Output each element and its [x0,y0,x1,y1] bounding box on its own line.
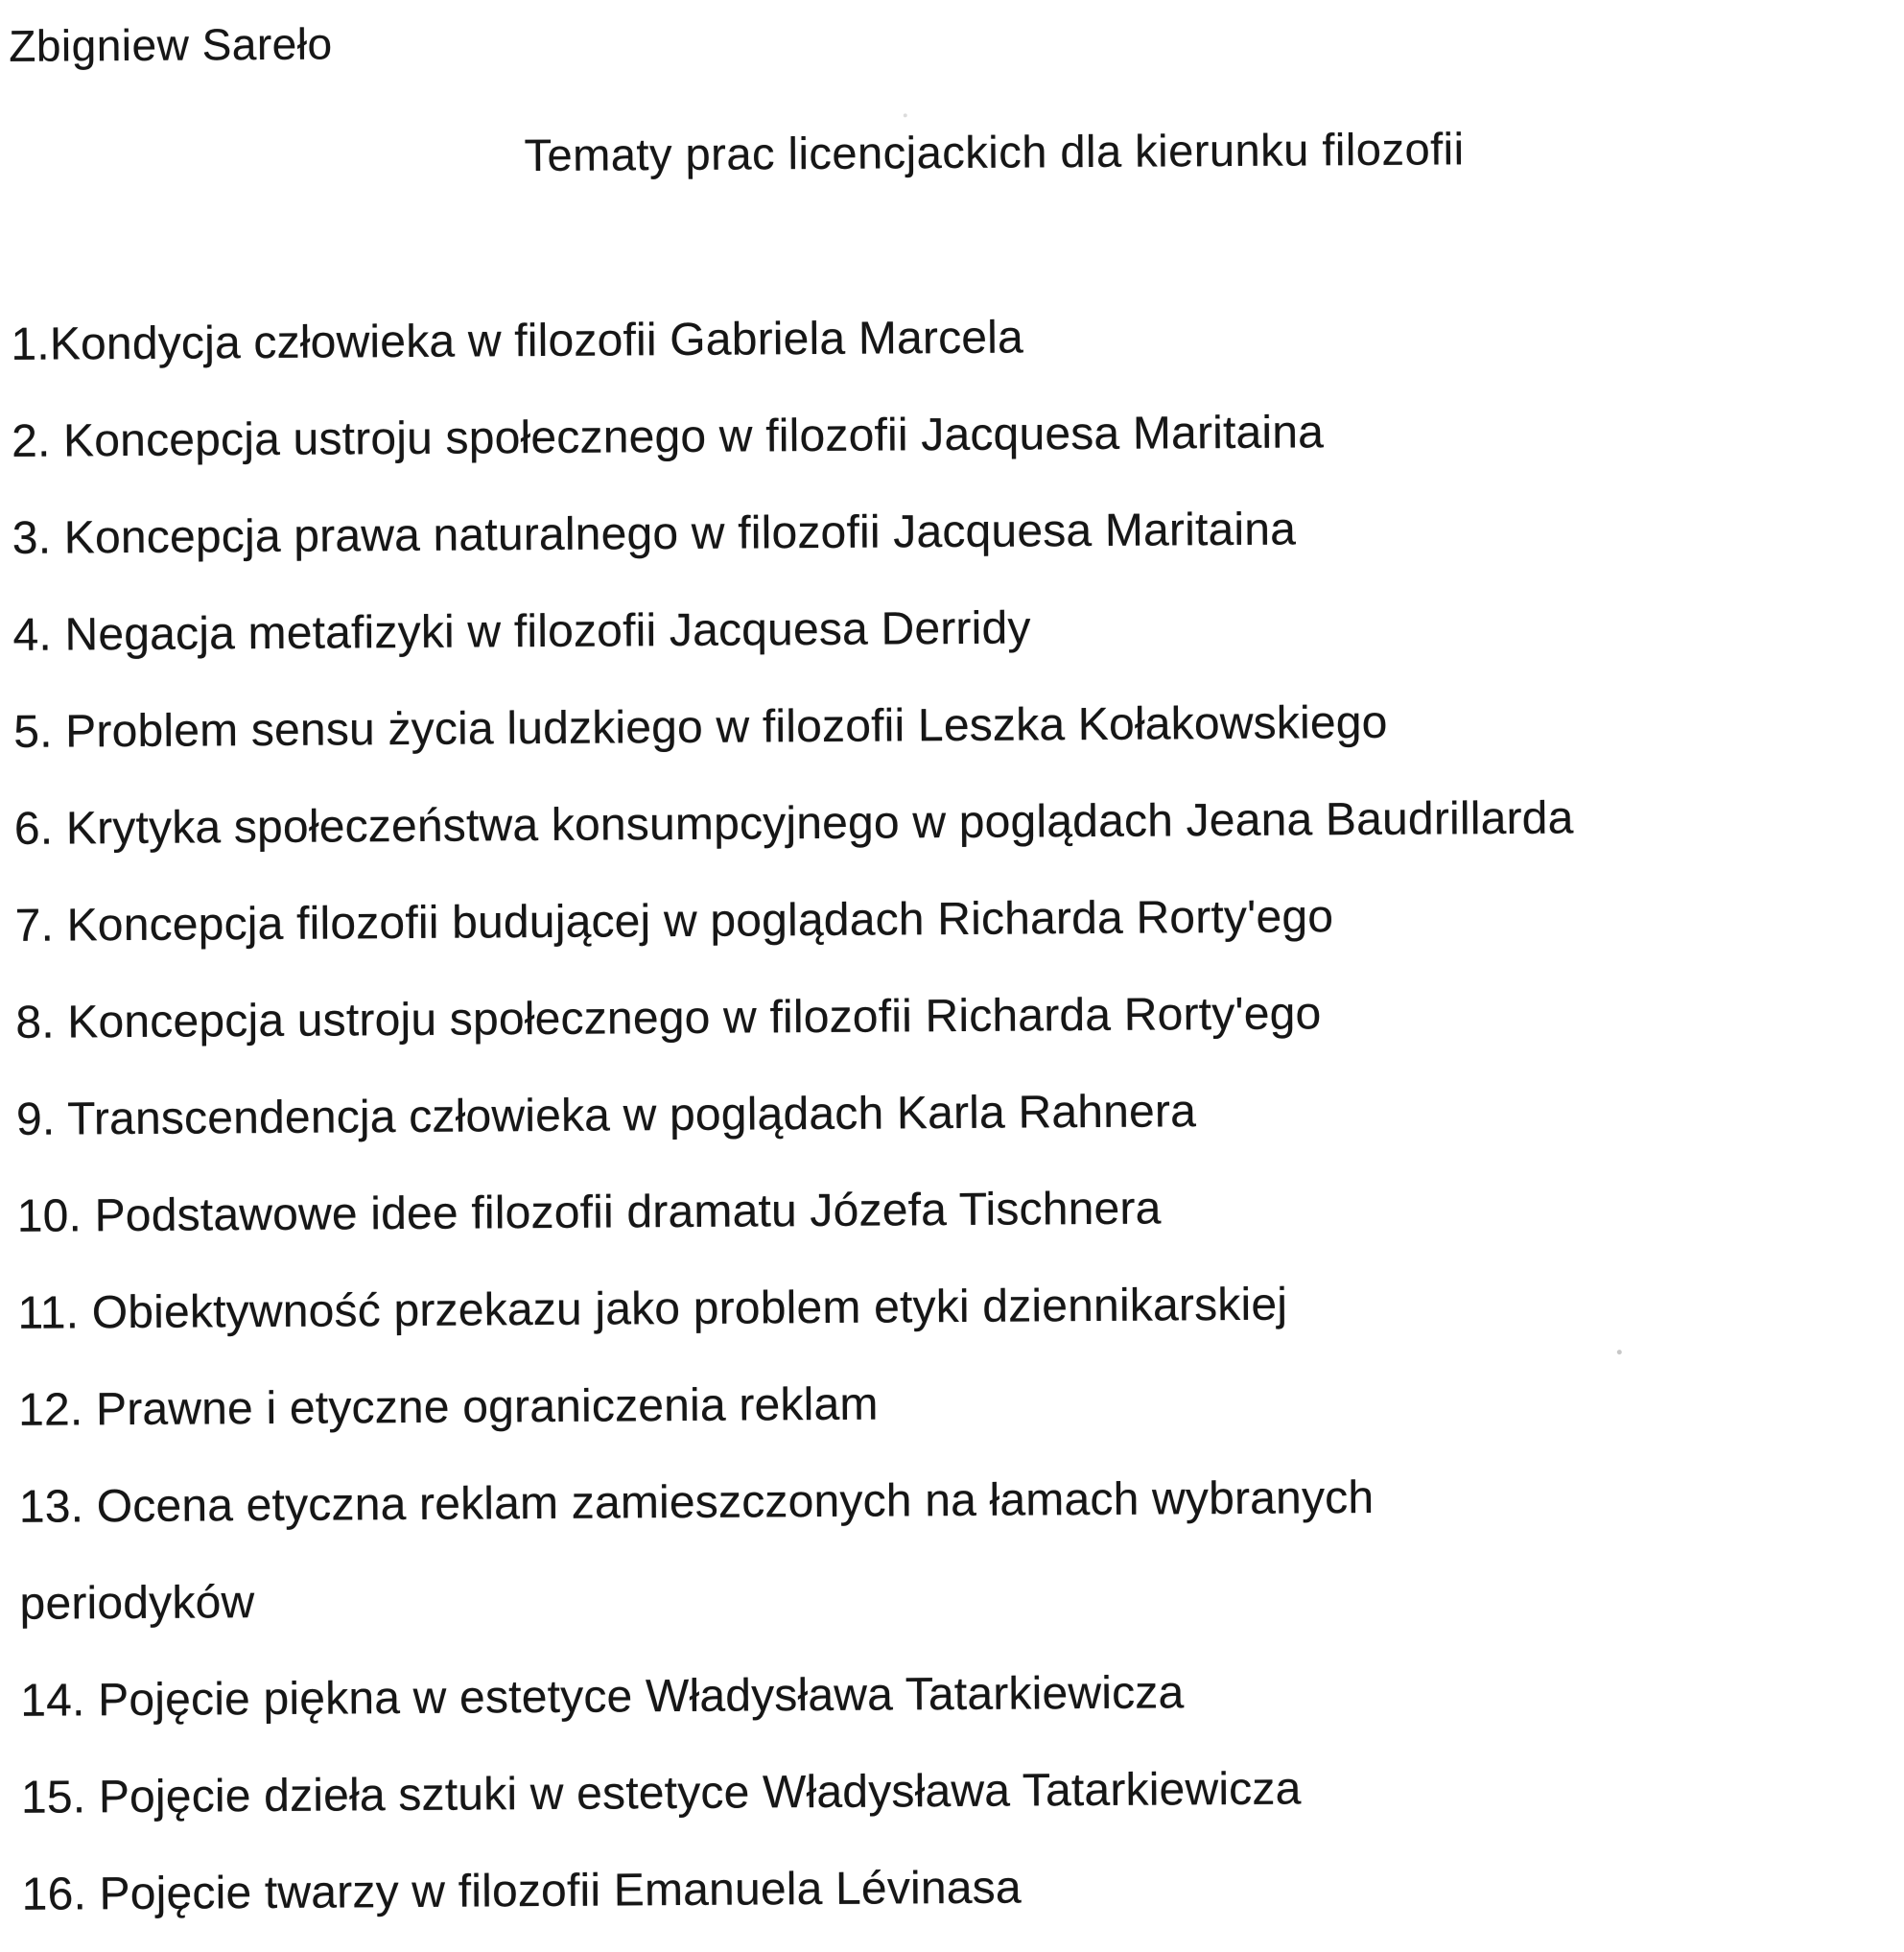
scan-speckle [1617,1350,1622,1354]
author-name: Zbigniew Sareło [9,18,333,71]
thesis-topic-line: 13. Ocena etyczna reklam zamieszczonych na łamach wybranych [18,1471,1375,1533]
thesis-topic-line: 14. Pojęcie piękna w estetyce Władysława Tatarkiewicza [20,1667,1185,1727]
thesis-topic-line: 1.Kondycja człowieka w filozofii Gabriela Marcela [11,312,1024,370]
thesis-topic-line: 16. Pojęcie twarzy w filozofii Emanuela Lévinasa [21,1862,1022,1920]
thesis-topic-line: 6. Krytyka społeczeństwa konsumpcyjnego w poglądach Jeana Baudrillarda [13,792,1574,855]
thesis-topic-line: 7. Koncepcja filozofii budującej w poglądach Richarda Rorty'ego [14,891,1334,952]
thesis-topic-line: 11. Obiektywność przekazu jako problem etyki dziennikarskiej [17,1279,1288,1339]
thesis-topic-line: 8. Koncepcja ustroju społecznego w filozofii Richarda Rorty'ego [15,988,1322,1048]
thesis-topic-line: periodyków [19,1577,255,1630]
thesis-topic-line: 5. Problem sensu życia ludzkiego w filozofii Leszka Kołakowskiego [13,696,1388,758]
thesis-topic-line: 9. Transcendencja człowieka w poglądach Karla Rahnera [15,1086,1197,1145]
topics-list [11,283,1904,1943]
scan-speckle [904,113,907,117]
thesis-topic-line: 10. Podstawowe idee filozofii dramatu Józefa Tischnera [16,1183,1162,1242]
document-title: Tematy prac licencjackich dla kierunku filozofii [524,123,1465,181]
thesis-topic-line: 3. Koncepcja prawa naturalnego w filozofii Jacquesa Maritaina [12,504,1297,564]
thesis-topic-line: 2. Koncepcja ustroju społecznego w filozofii Jacquesa Maritaina [11,407,1325,467]
thesis-topic-line: 15. Pojęcie dzieła sztuki w estetyce Władysława Tatarkiewicza [20,1763,1302,1823]
thesis-topic-line: 12. Prawne i etyczne ograniczenia reklam [17,1378,879,1436]
thesis-topic-line: 4. Negacja metafizyki w filozofii Jacquesa Derridy [12,602,1031,661]
